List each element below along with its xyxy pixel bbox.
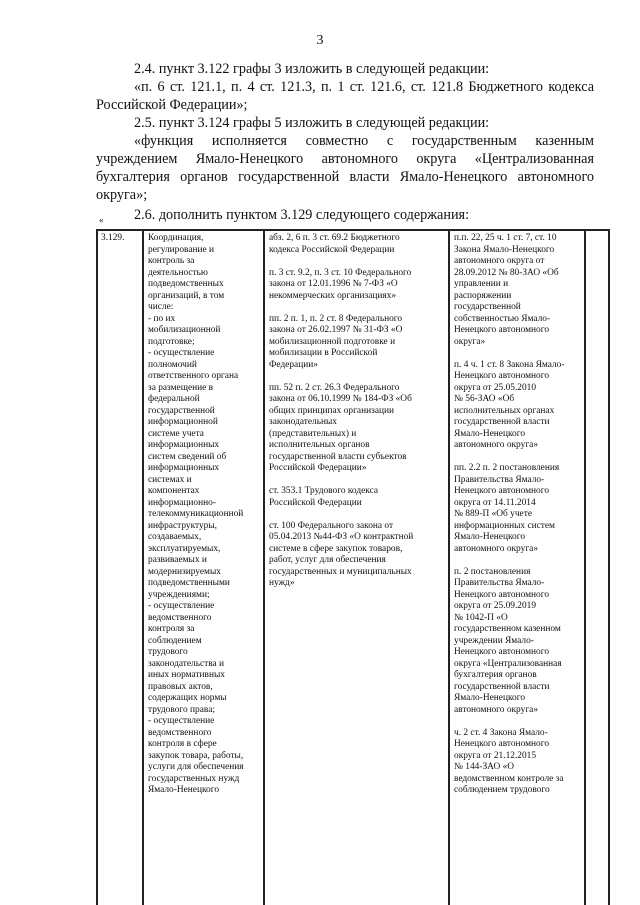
- table-cell-function: Координация, регулирование и контроль за деятельностью подведомственных организаций, в том числе: - по их мобилизационной подготовке; - осуществление полномочий ответственного органа за размещение в федеральной государственной информационной системе учета информационных систем сведений об информационных системах и компонентах информационно- телекоммуникационной инфраструктуры, создаваемых, эксплуатируемых, развиваемых и модернизируемых подведомственными учреждениями; - осуществление ведомственного контроля за соблюдением трудового законодательства и иных нормативных правовых актов, содержащих нормы трудового права; - осуществление ведомственного контроля в сфере закупок товара, работы, услуги для обеспечения государственных нужд Ямало-Ненецкого: [143, 230, 264, 905]
- table-cell-regional-basis: п.п. 22, 25 ч. 1 ст. 7, ст. 10 Закона Ямало-Ненецкого автономного округа от 28.09.2012 № 80-ЗАО «Об управлении и распоряжении государственной собственностью Ямало- Ненецкого автономного округа» п. 4 ч. 1 ст. 8 Закона Ямало- Ненецкого автономного округа от 25.05.2010 № 56-ЗАО «Об исполнительных органах государственной власти Ямало-Ненецкого автономного округа» пп. 2.2 п. 2 постановления Правительства Ямало- Ненецкого автономного округа от 14.11.2014 № 889-П «Об учете информационных систем Ямало-Ненецкого автономного округа» п. 2 постановления Правительства Ямало- Ненецкого автономного округа от 25.09.2019 № 1042-П «О государственном казенном учреждении Ямало- Ненецкого автономного округа «Централизованная бухгалтерия органов государственной власти Ямало-Ненецкого автономного округа» ч. 2 ст. 4 Закона Ямало- Ненецкого автономного округа от 21.12.2015 № 144-ЗАО «О ведомственном контроле за соблюдением трудового: [449, 230, 585, 905]
- page-number: 3: [316, 33, 324, 48]
- functions-table: [96, 229, 610, 905]
- paragraph-2-5-text: «функция исполняется совместно с государственным казенным учреждением Ямало-Ненецкого автономного округа «Централизованная бухгалтерия органов государственной власти Ямало-Ненецкого автономного округа»;: [96, 133, 594, 203]
- paragraph-2-6: 2.6. дополнить пунктом 3.129 следующего содержания:: [134, 207, 470, 223]
- table-cell-number: 3.129.: [97, 230, 143, 905]
- table-cell-column5: [585, 230, 609, 905]
- paragraph-2-4-text: «п. 6 ст. 121.1, п. 4 ст. 121.3, п. 1 ст. 121.6, ст. 121.8 Бюджетного кодекса Российской Федерации»;: [96, 79, 594, 113]
- paragraph-2-4: 2.4. пункт 3.122 графы 3 изложить в следующей редакции:: [134, 61, 490, 77]
- paragraph-2-5: 2.5. пункт 3.124 графы 5 изложить в следующей редакции:: [134, 115, 490, 131]
- opening-quote: «: [99, 215, 104, 225]
- table-row: [97, 230, 609, 905]
- body-text: [96, 60, 594, 224]
- table-cell-federal-basis: абз. 2, 6 п. 3 ст. 69.2 Бюджетного кодекса Российской Федерации п. 3 ст. 9.2, п. 3 ст. 10 Федерального закона от 12.01.1996 № 7-ФЗ «О некоммерческих организациях» пп. 2 п. 1, п. 2 ст. 8 Федерального закона от 26.02.1997 № 31-ФЗ «О мобилизационной подготовке и мобилизации в Российской Федерации» пп. 52 п. 2 ст. 26.3 Федерального закона от 06.10.1999 № 184-ФЗ «Об общих принципах организации законодательных (представительных) и исполнительных органов государственной власти субъектов Российской Федерации» ст. 353.1 Трудового кодекса Российской Федерации ст. 100 Федерального закона от 05.04.2013 №44-ФЗ «О контрактной системе в сфере закупок товаров, работ, услуг для обеспечения государственных и муниципальных нужд»: [264, 230, 449, 905]
